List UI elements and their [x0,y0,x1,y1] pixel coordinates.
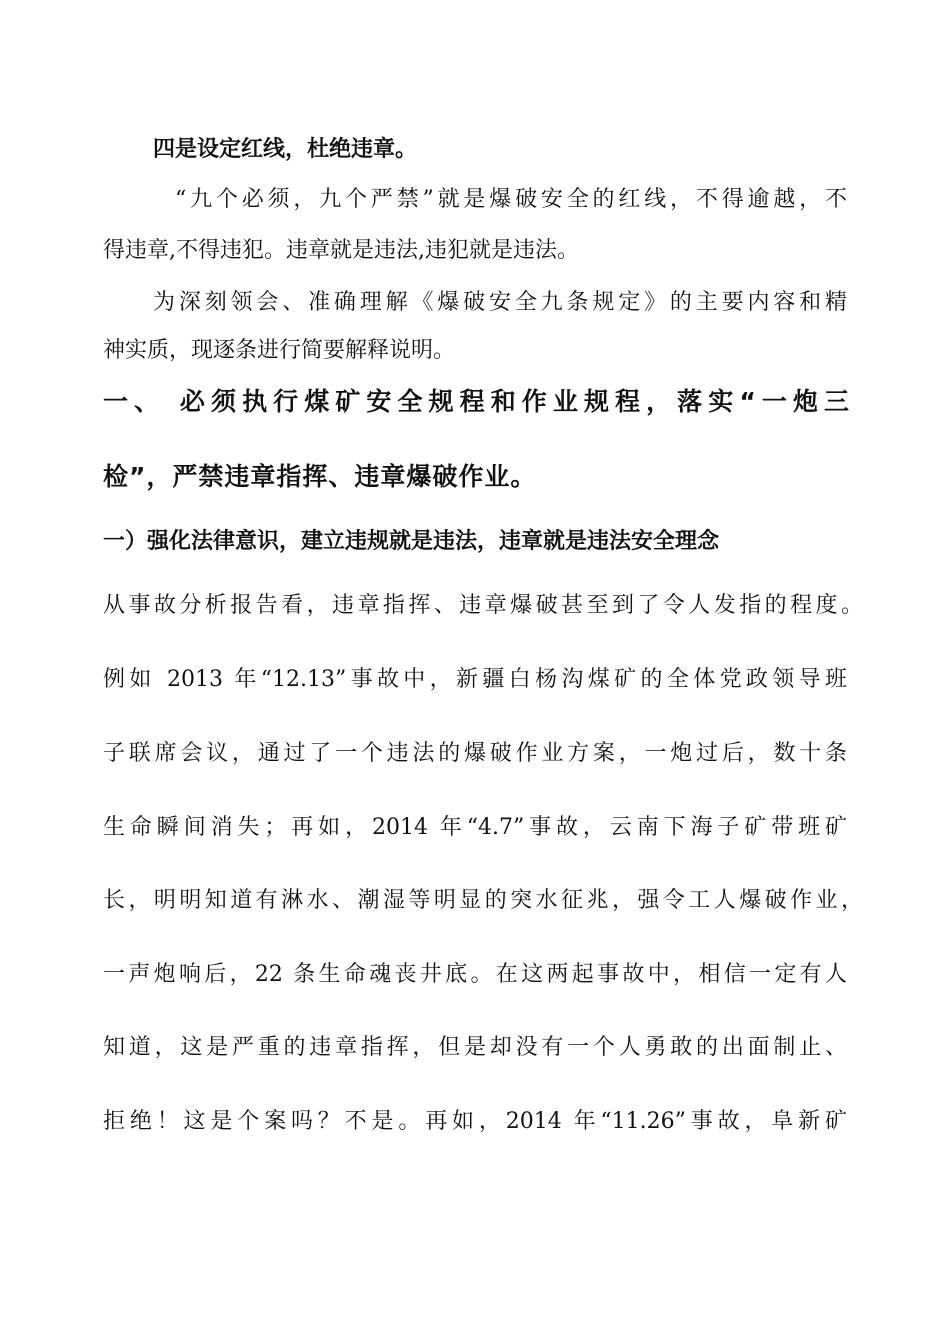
body-line: 长，明明知道有淋水、潮湿等明显的突水征兆，强令工人爆破作业， [103,888,863,913]
paragraph-line: 为深刻领会、准确理解《爆破安全九条规定》的主要内容和精 [153,290,847,315]
body-line: 拒绝！这是个案吗？不是。再如，2014 年“11.26”事故，阜新矿 [103,1109,847,1134]
article-title: 检”，严禁违章指挥、违章爆破作业。 [103,462,537,491]
body-line: 知道，这是严重的违章指挥，但是却没有一个人勇敢的出面制止、 [103,1035,847,1060]
article-title: 一、 必须执行煤矿安全规程和作业规程，落实“一炮三 [103,387,850,416]
body-line: 生命瞬间消失；再如，2014 年“4.7”事故，云南下海子矿带班矿 [103,815,847,840]
paragraph-line: 神实质，现逐条进行简要解释说明。 [103,338,456,363]
section-heading: 四是设定红线，杜绝违章。 [153,137,418,162]
paragraph-line: 得违章,不得违犯。违章就是违法,违犯就是违法。 [103,238,579,263]
paragraph-line: “九个必须，九个严禁”就是爆破安全的红线，不得逾越，不 [175,187,847,212]
body-line: 子联席会议，通过了一个违法的爆破作业方案，一炮过后，数十条 [103,741,847,766]
body-line: 从事故分析报告看，违章指挥、违章爆破甚至到了令人发指的程度。 [103,593,863,618]
body-line: 例如 2013 年“12.13”事故中，新疆白杨沟煤矿的全体党政领导班 [103,667,847,692]
subsection-heading: 一）强化法律意识，建立违规就是违法，违章就是违法安全理念 [103,529,720,554]
body-line: 一声炮响后，22 条生命魂丧井底。在这两起事故中，相信一定有人 [103,962,847,987]
